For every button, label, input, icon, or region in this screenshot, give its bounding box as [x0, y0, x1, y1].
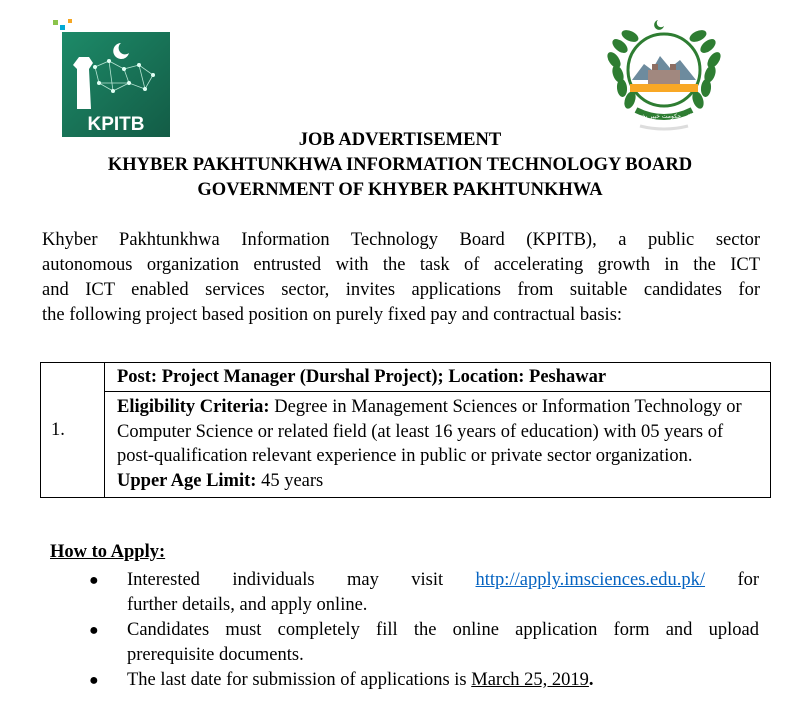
table-row — [41, 363, 771, 392]
apply-item-3-text: The last date for submission of applications is — [127, 670, 467, 690]
apply-item-2-line1: Candidates must completely fill the online application form and upload — [127, 620, 759, 640]
kpitb-logo — [49, 17, 171, 139]
intro-line: Khyber Pakhtunkhwa Information Technology Board (KPITB), a public sector — [42, 230, 760, 250]
title-organization: KHYBER PAKHTUNKHWA INFORMATION TECHNOLOGY BOARD — [107, 155, 693, 175]
eligibility-text: Degree in Management Sciences or Information Technology or Computer Science or related field (at least 16 years of education) with 05 years of post-qualification relevant experience in public or private sector organization. — [117, 397, 742, 466]
intro-line: autonomous organization entrusted with the task of accelerating growth in the ICT — [42, 255, 760, 275]
title-government: GOVERNMENT OF KHYBER PAKHTUNKHWA — [197, 180, 603, 200]
deadline-date: March 25, 2019 — [471, 670, 589, 690]
intro-line: the following project based position on purely fixed pay and contractual basis: — [42, 305, 623, 325]
advertisement-title-block — [0, 128, 800, 203]
apply-item-1-text: Interested individuals may visit — [127, 570, 444, 590]
table-row — [41, 392, 771, 498]
list-item — [89, 668, 759, 693]
eligibility-label: Eligibility Criteria: — [117, 397, 270, 417]
apply-item-1-line2: further details, and apply online. — [127, 595, 368, 615]
how-to-apply-heading: How to Apply: — [50, 542, 166, 562]
bullet-icon: ● — [89, 622, 99, 639]
apply-website-link[interactable]: http://apply.imsciences.edu.pk/ — [475, 570, 706, 590]
apply-item-1-line1 — [127, 568, 759, 593]
intro-paragraph — [42, 228, 760, 328]
post-title: Post: Project Manager (Durshal Project); Location: Peshawar — [105, 363, 771, 392]
apply-item-2-line2: prerequisite documents. — [127, 645, 304, 665]
age-limit-value: 45 years — [261, 470, 324, 491]
list-item — [89, 568, 759, 618]
list-item — [89, 618, 759, 668]
position-table — [40, 362, 771, 498]
kpitb-logo-text: KPITB — [87, 114, 145, 135]
position-number: 1. — [41, 363, 105, 498]
bullet-icon: ● — [89, 672, 99, 689]
emblem-caption: صوبائی حکومت خیبر پختونخوا — [626, 113, 702, 120]
kp-government-emblem — [600, 14, 728, 136]
age-limit-label: Upper Age Limit: — [117, 470, 257, 491]
eligibility-cell — [105, 392, 771, 498]
how-to-apply-list — [89, 568, 759, 693]
apply-item-1-after: for — [737, 570, 760, 590]
deadline-period: . — [588, 670, 594, 690]
bullet-icon: ● — [89, 572, 99, 589]
title-job-advertisement: JOB ADVERTISEMENT — [298, 130, 502, 150]
intro-line: and ICT enabled services sector, invites applications from suitable candidates for — [42, 280, 760, 300]
